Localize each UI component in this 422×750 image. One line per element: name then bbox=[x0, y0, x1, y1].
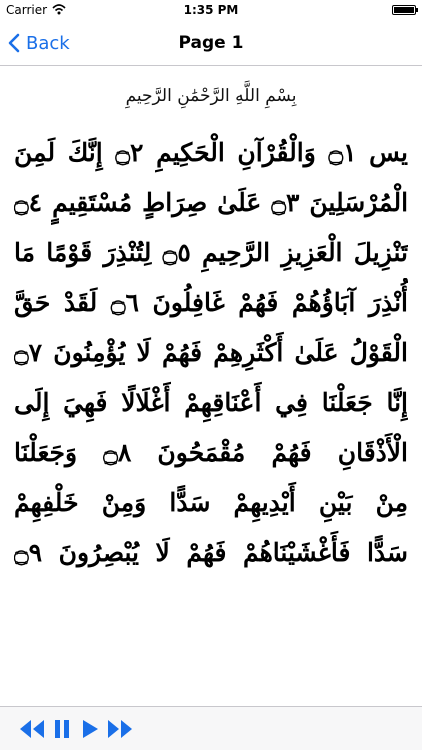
verse-line: أُنْذِرَ آبَاؤُهُمْ فَهُمْ غَافِلُونَ ۝٦ لَقَدْ حَقَّ bbox=[14, 288, 408, 317]
verse-line: سَدًّا فَأَغْشَيْنَاهُمْ فَهُمْ لَا يُبْصِرُونَ ۝٩ bbox=[14, 538, 408, 567]
battery-icon bbox=[392, 5, 416, 15]
verse-line: الْقَوْلُ عَلَىٰ أَكْثَرِهِمْ فَهُمْ لَا يُؤْمِنُونَ ۝٧ bbox=[14, 338, 408, 367]
verse-line: إِنَّا جَعَلْنَا فِي أَعْنَاقِهِمْ أَغْلَالًا فَهِيَ إِلَى bbox=[14, 388, 408, 417]
rewind-icon[interactable] bbox=[18, 717, 46, 741]
verse-line: مِنْ بَيْنِ أَيْدِيهِمْ سَدًّا وَمِنْ خَلْفِهِمْ bbox=[14, 488, 408, 517]
verse-line: الْأَذْقَانِ فَهُمْ مُقْمَحُونَ ۝٨ وَجَعَلْنَا bbox=[14, 438, 408, 467]
verse-line: يس ۝١ وَالْقُرْآنِ الْحَكِيمِ ۝٢ إِنَّكَ لَمِنَ bbox=[14, 138, 408, 167]
basmala-heading: بِسْمِ اللَّهِ الرَّحْمَٰنِ الرَّحِيمِ bbox=[125, 86, 297, 106]
back-label: Back bbox=[26, 32, 70, 54]
fast-forward-icon[interactable] bbox=[106, 717, 134, 741]
playback-toolbar bbox=[0, 706, 422, 750]
status-bar bbox=[0, 0, 422, 20]
verse-line: الْمُرْسَلِينَ ۝٣ عَلَىٰ صِرَاطٍ مُسْتَقِيمٍ ۝٤ bbox=[14, 188, 408, 217]
pause-icon[interactable] bbox=[52, 717, 72, 741]
status-time: 1:35 PM bbox=[183, 3, 239, 17]
verse-line: تَنْزِيلَ الْعَزِيزِ الرَّحِيمِ ۝٥ لِتُنْذِرَ قَوْمًا مَا bbox=[14, 238, 408, 267]
quran-page bbox=[0, 66, 422, 706]
page-title: Page 1 bbox=[178, 33, 244, 53]
play-icon[interactable] bbox=[80, 717, 100, 741]
navigation-bar bbox=[0, 20, 422, 66]
carrier-label: Carrier bbox=[6, 3, 48, 17]
